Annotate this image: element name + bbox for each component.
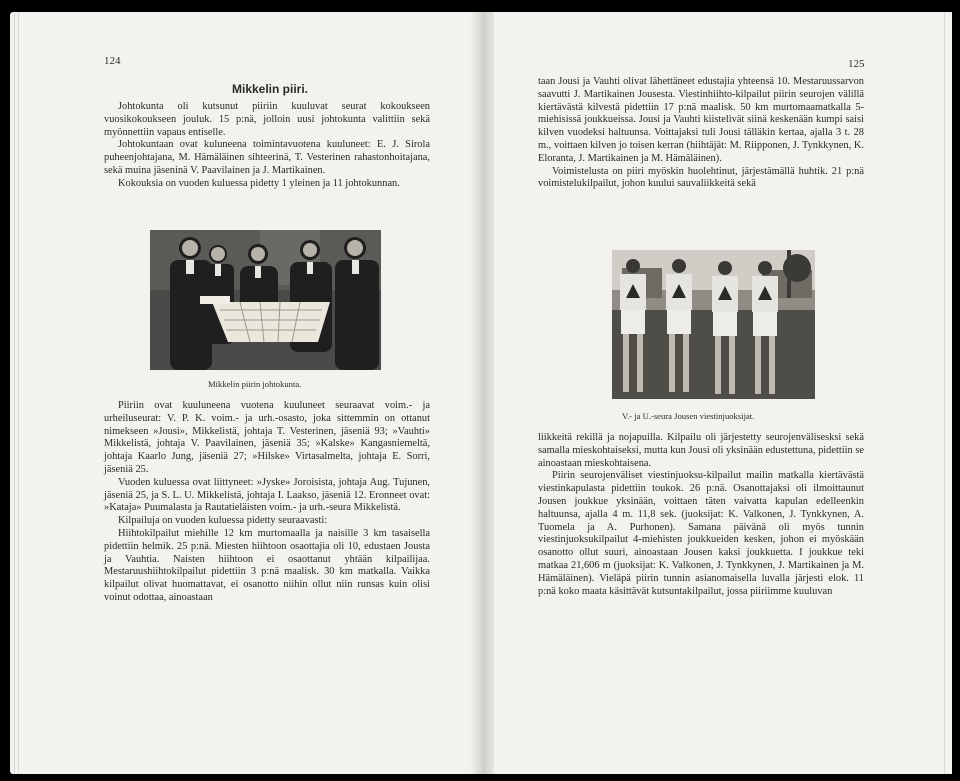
- runners-photo: [612, 250, 815, 399]
- page-number: 124: [104, 55, 121, 67]
- paragraph: Vuoden kuluessa ovat liittyneet: »Jyske» Joroisista, johtaja Aug. Tujunen, jäseniä 25, ja S. L. U. Mikkelistä, johtaja I. Laakso, jäseniä 12. Eronneet ovat: »Kataja» Puumalasta ja Rautatieläisten voim.- ja urh.-seura Mikkelistä.: [104, 476, 430, 514]
- paragraph: Johtokuntaan ovat kuluneena toimintavuotena kuuluneet: E. J. Sirola puheenjohtajana, M. Hämäläinen sihteerinä, T. Vesterinen rahastonhoitajana, sekä muina jäseninä V. Paavilainen ja J. Martikainen.: [104, 139, 430, 176]
- paragraph: Hiihtokilpailut miehille 12 km murtomaalla ja naisille 3 km tasaisella pidettiin helmik. 25 p:nä. Miesten hiihtoon osaottajia oli 10, edustaen Jousta ja Vauhtia. Naisten hiihtoon ei osaottanut yhtään kilpailijaa. Mestaruushiihtokilpailut pidettiin 3 p:nä maalisk. 30 km matkalla. Vaikka kilpailut olivat huomattavat, ei osanotto niihin ollut niin runsas kuin olisi voinut odottaa, ainoastaan: [104, 527, 430, 603]
- text-block: [104, 101, 430, 191]
- text-block: [104, 400, 430, 605]
- page-edge-line: [18, 12, 19, 774]
- paragraph: taan Jousi ja Vauhti olivat lähettäneet edustajia yhteensä 10. Mestaruussarvon saavutti J. Martikainen Jousesta. Viestinhiihto-kilpailut piirin seurojen välillä kiertävästä kilvestä pidettiin 17 p:nä maalisk. 50 km murtomaamatkalla 5-miehisissä joukkueissa. Jousi ja Vauhti kiistelivät siinä keskenään kumpi saisi kilven vuodeksi haltuunsa. Voittajaksi tuli Jousi tälläkin kertaa, ajalla 3 t. 28 m., voittaen kilven jo toisen kerran (hiihtäjät: M. Riipponen, J. Tynkkynen, K. Eloranta, J. Martikainen ja M. Hämäläinen).: [538, 76, 864, 164]
- text-block: [538, 432, 864, 598]
- paragraph: Kilpailuja on vuoden kuluessa pidetty seuraavasti:: [118, 515, 328, 527]
- text-block: [538, 76, 864, 191]
- paragraph: Voimistelusta on piiri myöskin huolehtinut, järjestämällä huhtik. 21 p:nä voimistelukilpailut, johon kuului sauvaliikkeitä sekä: [538, 165, 864, 190]
- paragraph: liikkeitä rekillä ja nojapuilla. Kilpailu oli järjestetty seurojenvälisesksi sekä samalla mieskohtaiseksi, mutta kun Jousi oli yksinään edustettuna, pidettiin se ainoastaan mieskohtaisena.: [538, 432, 864, 469]
- paragraph: Piirin seurojenväliset viestinjuoksu-kilpailut mailin matkalla kiertävästä viestinkapulasta pidettiin toukok. 26 p:nä. Osanottajaksi oli ilmoittaunut Jousen joukkue yksinään, voittaen täten vaivatta kapulan edelleenkin haltuunsa, ajalla 4 m. 11,8 sek. (juoksijat: K. Valkonen, J. Tynkkynen, A. Tuomela ja A. Purhonen). Samana päivänä oli myös tunnin viestinjuoksukilpailut 4-miehisten joukkueiden kesken, johon ei myöskään osanotto ollut suuri, ainoastaan Jousen kaksi joukkuetta. I joukkue teki matkaa 21,606 m (juoksijat: K. Valkonen, J. Tynkkynen, J. Martikainen ja M. Hämäläinen). Vieläpä piirin tunnin asianomaisella luvalla järjesti elok. 11 p:nä koko maata käsittävät kutsuntakilpailut, jossa piiriimme kuuluvan: [538, 470, 864, 597]
- photo-caption: Mikkelin piirin johtokunta.: [208, 379, 302, 389]
- section-heading: Mikkelin piiri.: [232, 82, 309, 96]
- paragraph: Piiriin ovat kuuluneena vuotena kuuluneet seuraavat voim.- ja urheiluseurat: V. P. K. voim.- ja urh.-osasto, joka sittemmin on ottanut nimekseen »Jousi», Mikkelistä, johtaja T. Vesterinen, jäseniä 93; »Vauhti» Mikkelistä, johtaja V. Paavilainen, jäseniä 35; »Kalske» Kangasniemeltä, johtaja Kaarlo Jung, jäseniä 27; »Hilske» Virtasalmelta, johtaja E. Sorri, jäseniä 25.: [104, 400, 430, 475]
- board-photo: [150, 230, 381, 370]
- runners-photo-image: [612, 250, 815, 399]
- photo-caption: V.- ja U.-seura Jousen viestinjuoksijat.: [622, 411, 755, 421]
- book-gutter: [470, 12, 494, 774]
- paragraph: Johtokunta oli kutsunut piiriin kuuluvat seurat kokoukseen vuosikokoukseen jouluk. 15 p:nä, jolloin uusi johtokunta valittiin sekä myönnettiin vapaus entiselle.: [104, 101, 430, 138]
- page-number: 125: [848, 58, 865, 70]
- page-edge-line: [944, 12, 945, 774]
- board-photo-image: [150, 230, 381, 370]
- page-edge-line: [14, 12, 15, 774]
- paragraph: Kokouksia on vuoden kuluessa pidetty 1 yleinen ja 11 johtokunnan.: [118, 177, 400, 189]
